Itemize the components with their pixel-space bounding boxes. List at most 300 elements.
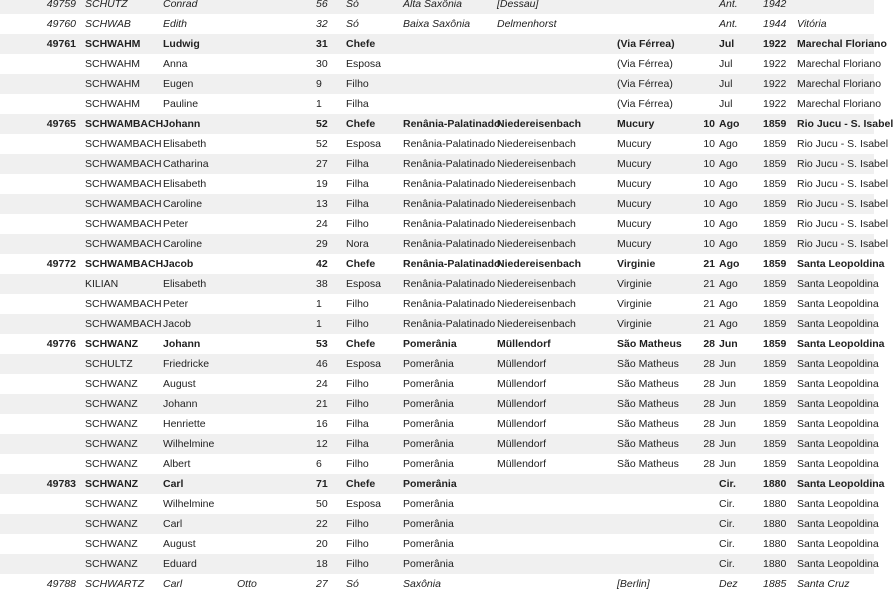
origin-state-cell: Renânia-Palatinado [403,158,496,170]
arrival-day-cell [700,0,715,14]
relation-cell: Filha [346,438,369,450]
first-name-cell: Elisabeth [163,178,207,190]
origin-town-cell: Müllendorf [497,398,547,410]
age-cell: 46 [316,358,328,370]
record-id [34,314,76,334]
first-name-cell: Wilhelmine [163,498,215,510]
arrival-year-cell: 1942 [763,0,787,10]
origin-state-cell: Pomerânia [403,458,454,470]
record-id [34,174,76,194]
origin-state-cell: Pomerânia [403,418,454,430]
origin-state-cell: Saxônia [403,578,441,590]
surname-cell: SCHWAMBACH [85,298,162,310]
relation-cell: Filho [346,558,369,570]
origin-town-cell: Müllendorf [497,358,547,370]
ship-cell: São Matheus [617,438,679,450]
origin-state-cell: Pomerânia [403,498,454,510]
table-row [0,554,879,574]
table-row [0,214,889,234]
relation-cell: Chefe [346,38,376,50]
origin-town-cell: Niedereisenbach [497,258,582,270]
origin-state-cell: Renânia-Palatinado [403,238,496,250]
destination-cell: Santa Leopoldina [797,438,879,450]
arrival-year-cell: 1859 [763,278,787,290]
table-row [0,514,879,534]
arrival-day-cell: 10 [703,218,715,230]
surname-cell: SCHWAHM [85,38,141,50]
surname-cell: SCHWAMBACH [85,258,164,270]
destination-cell: Santa Leopoldina [797,538,879,550]
ship-cell: (Via Férrea) [617,58,673,70]
table-row [0,534,879,554]
origin-state-cell: Renânia-Palatinado [403,278,496,290]
record-id [34,374,76,394]
destination-cell: Santa Leopoldina [797,418,879,430]
ship-cell: Mucury [617,198,652,210]
arrival-year-cell: 1859 [763,138,787,150]
first-name-cell: Caroline [163,238,203,250]
first-name-cell: Edith [163,18,187,30]
first-name-cell: August [163,538,196,550]
arrival-day-cell [700,94,715,114]
origin-town-cell: Niedereisenbach [497,238,576,250]
first-name-cell: Johann [163,398,198,410]
origin-state-cell: Renânia-Palatinado [403,118,501,130]
origin-town-cell: [Dessau] [497,0,539,10]
first-name-cell: Eugen [163,78,194,90]
age-cell: 32 [316,18,328,30]
arrival-year-cell: 1922 [763,98,787,110]
age-cell: 1 [316,318,322,330]
surname-cell: SCHWANZ [85,458,138,470]
table-row [0,114,893,134]
record-id: 49765 [46,118,76,130]
relation-cell: Filha [346,98,369,110]
table-row [0,374,879,394]
age-cell: 19 [316,178,328,190]
arrival-month-cell: Cir. [719,518,735,530]
origin-state-cell: Pomerânia [403,338,457,350]
age-cell: 16 [316,418,328,430]
arrival-month-cell: Ago [719,298,738,310]
relation-cell: Filha [346,418,369,430]
arrival-year-cell: 1859 [763,298,787,310]
ship-cell: Mucury [617,138,652,150]
age-cell: 50 [316,498,328,510]
arrival-month-cell: Ago [719,318,738,330]
arrival-month-cell: Jun [719,378,736,390]
record-id [34,234,76,254]
first-name-cell: Caroline [163,198,203,210]
first-name-cell: Conrad [163,0,198,10]
relation-cell: Esposa [346,138,382,150]
origin-state-cell: Pomerânia [403,438,454,450]
arrival-day-cell: 28 [703,378,715,390]
arrival-month-cell: Dez [719,578,738,590]
record-id [34,214,76,234]
ship-cell: Mucury [617,238,652,250]
table-row [0,234,889,254]
origin-town-cell: Müllendorf [497,338,551,350]
destination-cell: Marechal Floriano [797,78,882,90]
table-row [0,394,879,414]
record-id [34,54,76,74]
arrival-day-cell: 28 [703,398,715,410]
relation-cell: Chefe [346,118,376,130]
surname-cell: SCHWAMBACH [85,238,162,250]
table-row [0,94,882,114]
relation-cell: Filho [346,298,369,310]
arrival-day-cell: 10 [703,138,715,150]
arrival-month-cell: Jul [719,78,733,90]
table-row [0,314,879,334]
destination-cell: Santa Leopoldina [797,558,879,570]
arrival-year-cell: 1859 [763,118,787,130]
arrival-year-cell: 1859 [763,218,787,230]
age-cell: 29 [316,238,328,250]
destination-cell: Marechal Floriano [797,58,882,70]
destination-cell: Rio Jucu - S. Isabel [797,138,889,150]
first-name-cell: Pauline [163,98,199,110]
surname-cell: SCHWANZ [85,478,139,490]
first-name-cell: Friedricke [163,358,210,370]
surname-cell: SCHWAMBACH [85,318,162,330]
surname-cell: SCHWANZ [85,498,138,510]
first-name-cell: Johann [163,338,201,350]
relation-cell: Filho [346,318,369,330]
age-cell: 1 [316,98,322,110]
ship-cell: [Berlin] [617,578,650,590]
first-name-cell: Johann [163,118,201,130]
age-cell: 42 [316,258,328,270]
arrival-month-cell: Cir. [719,558,735,570]
arrival-year-cell: 1859 [763,398,787,410]
record-id: 49788 [46,578,76,590]
relation-cell: Chefe [346,338,376,350]
destination-cell: Marechal Floriano [797,38,887,50]
origin-state-cell: Renânia-Palatinado [403,258,501,270]
surname-cell: SCHWAMBACH [85,158,162,170]
origin-state-cell: Renânia-Palatinado [403,298,496,310]
table-row [0,174,889,194]
origin-town-cell: Müllendorf [497,418,547,430]
age-cell: 20 [316,538,328,550]
first-name-cell: Jacob [163,318,192,330]
record-id: 49776 [46,338,76,350]
arrival-day-cell: 21 [703,298,715,310]
origin-state-cell: Pomerânia [403,478,457,490]
record-id: 49759 [46,0,76,10]
record-id [34,194,76,214]
arrival-month-cell: Jul [719,38,735,50]
ship-cell: Virginie [617,318,652,330]
origin-town-cell: Müllendorf [497,378,547,390]
origin-town-cell: Niedereisenbach [497,318,576,330]
arrival-year-cell: 1922 [763,38,787,50]
arrival-day-cell: 21 [703,318,715,330]
arrival-year-cell: 1880 [763,498,787,510]
arrival-year-cell: 1859 [763,458,787,470]
origin-town-cell: Niedereisenbach [497,278,576,290]
arrival-year-cell: 1859 [763,358,787,370]
surname-cell: KILIAN [85,278,119,290]
origin-state-cell: Pomerânia [403,518,454,530]
origin-state-cell: Pomerânia [403,538,454,550]
surname-cell: SCHWAMBACH [85,178,162,190]
first-name-cell: Anna [163,58,188,70]
record-id [34,274,76,294]
record-id [34,134,76,154]
relation-cell: Filho [346,78,369,90]
surname-cell: SCHWAMBACH [85,118,164,130]
age-cell: 12 [316,438,328,450]
surname-cell: SCHWAHM [85,78,141,90]
destination-cell: Vitória [797,18,827,30]
first-name-cell: Albert [163,458,191,470]
relation-cell: Só [346,578,359,590]
surname-cell: SCHWANZ [85,438,138,450]
arrival-month-cell: Ant. [719,0,738,10]
origin-state-cell: Renânia-Palatinado [403,178,496,190]
arrival-month-cell: Jun [719,398,736,410]
table-row [0,134,889,154]
relation-cell: Filho [346,518,369,530]
arrival-year-cell: 1880 [763,538,787,550]
record-id [34,434,76,454]
arrival-year-cell: 1885 [763,578,787,590]
age-cell: 27 [316,578,328,590]
record-id [34,354,76,374]
ship-cell: São Matheus [617,378,679,390]
arrival-month-cell: Cir. [719,478,736,490]
table-row [0,574,874,594]
first-name-cell: Peter [163,218,189,230]
arrival-year-cell: 1859 [763,178,787,190]
age-cell: 71 [316,478,328,490]
first-name-cell: Henriette [163,418,206,430]
relation-cell: Nora [346,238,369,250]
origin-state-cell: Pomerânia [403,378,454,390]
arrival-day-cell [700,494,715,514]
surname-cell: SCHWARTZ [85,578,145,590]
arrival-day-cell [700,54,715,74]
table-row [0,254,885,274]
age-cell: 22 [316,518,328,530]
relation-cell: Filho [346,458,369,470]
ship-cell: Virginie [617,298,652,310]
record-id [34,294,76,314]
first-name-cell: August [163,378,196,390]
destination-cell: Santa Leopoldina [797,338,885,350]
record-id [34,514,76,534]
origin-state-cell: Baixa Saxônia [403,18,471,30]
relation-cell: Só [346,0,359,10]
origin-town-cell: Niedereisenbach [497,298,576,310]
surname-cell: SCHWAHM [85,98,141,110]
relation-cell: Chefe [346,478,376,490]
first-name-cell: Peter [163,298,189,310]
first-name-cell: Carl [163,478,184,490]
ship-cell: (Via Férrea) [617,98,673,110]
record-id [34,154,76,174]
destination-cell: Rio Jucu - S. Isabel [797,118,893,130]
origin-town-cell: Niedereisenbach [497,198,576,210]
arrival-year-cell: 1922 [763,78,787,90]
age-cell: 38 [316,278,328,290]
ship-cell: Mucury [617,178,652,190]
table-row [0,34,887,54]
arrival-month-cell: Ago [719,198,738,210]
arrival-day-cell [700,34,715,54]
table-row [0,354,879,374]
surname-cell: SCHWAB [85,18,131,30]
age-cell: 9 [316,78,322,90]
arrival-day-cell [700,574,715,594]
origin-town-cell: Delmenhorst [497,18,557,30]
destination-cell: Santa Leopoldina [797,498,879,510]
arrival-year-cell: 1944 [763,18,787,30]
first-name-cell: Eduard [163,558,197,570]
origin-town-cell: Niedereisenbach [497,218,576,230]
arrival-month-cell: Cir. [719,538,735,550]
table-row [0,274,879,294]
ship-cell: Mucury [617,158,652,170]
arrival-day-cell: 10 [703,238,715,250]
table-row [0,54,882,74]
arrival-year-cell: 1880 [763,518,787,530]
arrival-year-cell: 1880 [763,558,787,570]
arrival-month-cell: Jul [719,58,733,70]
surname-cell: SCHULTZ [85,358,133,370]
table-row [0,0,874,14]
destination-cell: Santa Leopoldina [797,378,879,390]
record-id: 49760 [46,18,76,30]
table-row [0,14,874,34]
record-id [34,394,76,414]
age-cell: 1 [316,298,322,310]
arrival-month-cell: Ant. [719,18,738,30]
ship-cell: (Via Férrea) [617,78,673,90]
surname-cell: SCHWANZ [85,398,138,410]
destination-cell: Rio Jucu - S. Isabel [797,158,889,170]
arrival-day-cell: 21 [703,258,715,270]
arrival-month-cell: Ago [719,218,738,230]
record-id [34,94,76,114]
age-cell: 13 [316,198,328,210]
relation-cell: Esposa [346,358,382,370]
arrival-year-cell: 1859 [763,238,787,250]
relation-cell: Filho [346,378,369,390]
destination-cell: Santa Leopoldina [797,298,879,310]
arrival-month-cell: Ago [719,258,740,270]
origin-state-cell: Alta Saxônia [403,0,462,10]
relation-cell: Filha [346,178,369,190]
first-name-cell: Wilhelmine [163,438,215,450]
destination-cell: Rio Jucu - S. Isabel [797,198,889,210]
surname-cell: SCHWANZ [85,338,139,350]
origin-state-cell: Pomerânia [403,358,454,370]
age-cell: 30 [316,58,328,70]
age-cell: 31 [316,38,328,50]
surname-cell: SCHWANZ [85,378,138,390]
surname-cell: SCHWAHM [85,58,141,70]
arrival-year-cell: 1859 [763,318,787,330]
table-row [0,194,889,214]
relation-cell: Filho [346,398,369,410]
ship-cell: Virginie [617,258,656,270]
arrival-day-cell [700,534,715,554]
age-cell: 52 [316,138,328,150]
first-name-cell: Carl [163,518,183,530]
arrival-day-cell: 10 [703,158,715,170]
destination-cell: Santa Leopoldina [797,358,879,370]
destination-cell: Santa Leopoldina [797,258,885,270]
arrival-month-cell: Jun [719,358,736,370]
relation-cell: Esposa [346,278,382,290]
table-row [0,74,882,94]
arrival-day-cell: 28 [703,438,715,450]
table-row [0,414,879,434]
table-row [0,454,879,474]
record-id [34,74,76,94]
destination-cell: Santa Leopoldina [797,478,885,490]
origin-state-cell: Renânia-Palatinado [403,198,496,210]
arrival-month-cell: Jun [719,418,736,430]
arrival-year-cell: 1859 [763,258,787,270]
first-name-cell: Carl [163,578,183,590]
record-id [34,534,76,554]
ship-cell: São Matheus [617,338,682,350]
destination-cell: Rio Jucu - S. Isabel [797,238,889,250]
relation-cell: Filho [346,218,369,230]
record-id: 49772 [46,258,76,270]
origin-state-cell: Renânia-Palatinado [403,218,496,230]
surname-cell: SCHWANZ [85,538,138,550]
arrival-year-cell: 1922 [763,58,787,70]
relation-cell: Chefe [346,258,376,270]
surname-cell: SCHWANZ [85,418,138,430]
record-id: 49783 [46,478,76,490]
arrival-day-cell: 28 [703,338,715,350]
arrival-year-cell: 1880 [763,478,787,490]
arrival-year-cell: 1859 [763,198,787,210]
origin-town-cell: Niedereisenbach [497,158,576,170]
first-name-cell: Elisabeth [163,278,207,290]
ship-cell: Mucury [617,118,655,130]
age-cell: 24 [316,218,328,230]
origin-state-cell: Renânia-Palatinado [403,318,496,330]
arrival-day-cell [700,74,715,94]
arrival-day-cell [700,14,715,34]
destination-cell: Rio Jucu - S. Isabel [797,218,889,230]
age-cell: 18 [316,558,328,570]
arrival-year-cell: 1859 [763,418,787,430]
surname-cell: SCHWANZ [85,558,138,570]
ship-cell: São Matheus [617,458,679,470]
arrival-month-cell: Jun [719,338,738,350]
surname-cell: SCHWAMBACH [85,218,162,230]
destination-cell: Marechal Floriano [797,98,882,110]
surname-cell: SCHUTZ [85,0,128,10]
relation-cell: Filho [346,538,369,550]
arrival-month-cell: Ago [719,238,738,250]
relation-cell: Só [346,18,359,30]
ship-cell: (Via Férrea) [617,38,675,50]
origin-town-cell: Niedereisenbach [497,178,576,190]
arrival-month-cell: Cir. [719,498,735,510]
destination-cell: Rio Jucu - S. Isabel [797,178,889,190]
ship-cell: Mucury [617,218,652,230]
